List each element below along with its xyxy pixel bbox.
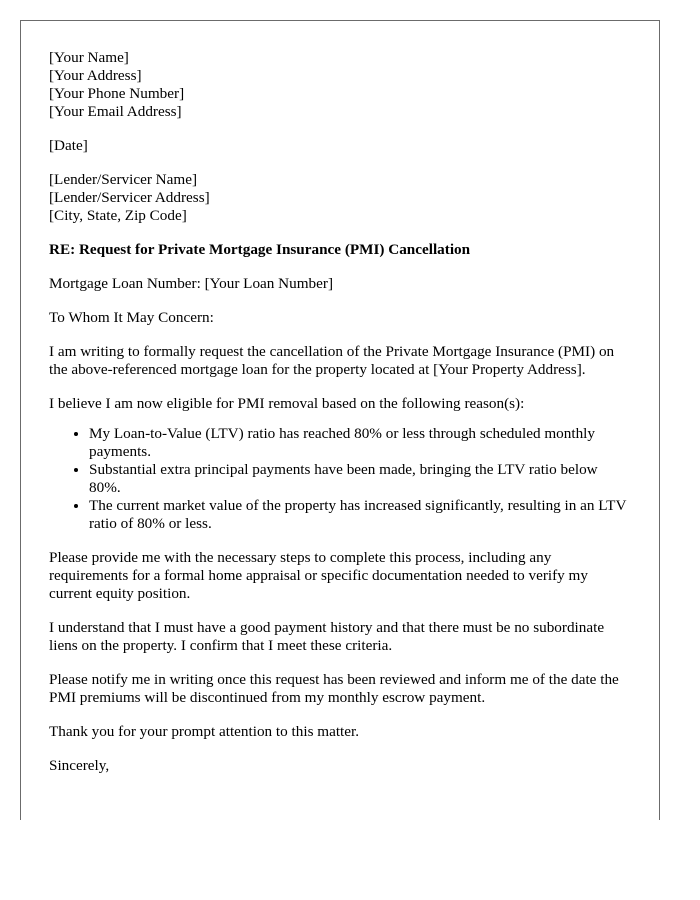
subject-line: RE: Request for Private Mortgage Insurance (PMI) Cancellation xyxy=(49,241,471,258)
sender-email: [Your Email Address] xyxy=(49,103,182,120)
letter-page xyxy=(20,20,660,820)
recipient-name: [Lender/Servicer Name] xyxy=(49,171,197,188)
thanks-paragraph: Thank you for your prompt attention to this matter. xyxy=(49,723,360,740)
salutation: To Whom It May Concern: xyxy=(49,309,214,326)
intro-paragraph: I am writing to formally request the cancellation of the Private Mortgage Insurance (PMI) on the above-referenced mortgage loan for the property located at [Your Property Address]. xyxy=(49,343,615,378)
reasons-list xyxy=(49,425,631,533)
recipient-address: [Lender/Servicer Address] xyxy=(49,189,210,206)
recipient-block xyxy=(49,171,631,225)
sender-name: [Your Name] xyxy=(49,49,129,66)
sender-phone: [Your Phone Number] xyxy=(49,85,185,102)
steps-paragraph: Please provide me with the necessary steps to complete this process, including any requirements for a formal home appraisal or specific documentation needed to verify my current equity position. xyxy=(49,549,588,602)
reason-item: • My Loan-to-Value (LTV) ratio has reached 80% or less through scheduled monthly payments. xyxy=(89,425,631,461)
sender-block xyxy=(49,49,631,121)
reason-item: • Substantial extra principal payments have been made, bringing the LTV ratio below 80%. xyxy=(89,461,631,497)
letter-date: [Date] xyxy=(49,137,88,154)
notify-paragraph: Please notify me in writing once this request has been reviewed and inform me of the date the PMI premiums will be discontinued from my monthly escrow payment. xyxy=(49,671,619,706)
recipient-city-state-zip: [City, State, Zip Code] xyxy=(49,207,187,224)
sender-address: [Your Address] xyxy=(49,67,142,84)
eligibility-paragraph: I believe I am now eligible for PMI removal based on the following reason(s): xyxy=(49,395,525,412)
loan-number-line: Mortgage Loan Number: [Your Loan Number] xyxy=(49,275,334,292)
understanding-paragraph: I understand that I must have a good payment history and that there must be no subordinate liens on the property. I confirm that I meet these criteria. xyxy=(49,619,605,654)
closing: Sincerely, xyxy=(49,757,110,774)
reason-item: • The current market value of the property has increased significantly, resulting in an LTV ratio of 80% or less. xyxy=(89,497,631,533)
